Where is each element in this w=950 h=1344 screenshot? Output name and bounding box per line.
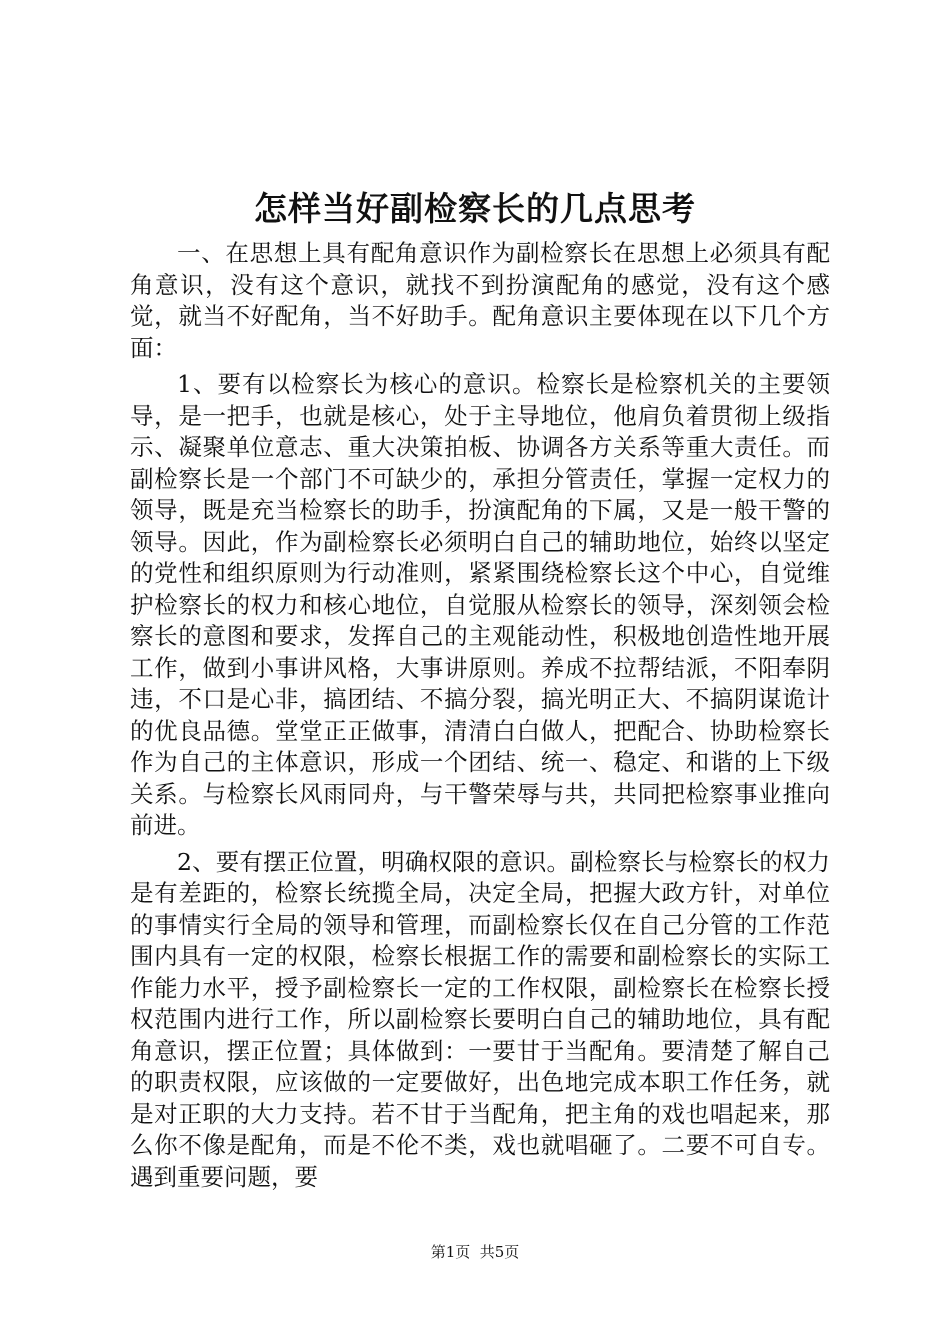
paragraph-intro: 一、在思想上具有配角意识作为副检察长在思想上必须具有配角意识，没有这个意识，就找不到扮演配角的感觉，没有这个感觉，就当不好配角，当不好助手。配角意识主要体现在以下几个方面： (130, 239, 830, 362)
paragraph-point-2: 2、要有摆正位置，明确权限的意识。副检察长与检察长的权力是有差距的，检察长统揽全局，决定全局，把握大政方针，对单位的事情实行全局的领导和管理，而副检察长仅在自己分管的工作范围内具有一定的权限，检察长根据工作的需要和副检察长的实际工作能力水平，授予副检察长一定的工作权限，副检察长在检察长授权范围内进行工作，所以副检察长要明白自己的辅助地位，具有配角意识，摆正位置；具体做到：一要甘于当配角。要清楚了解自己的职责权限，应该做的一定要做好，出色地完成本职工作任务，就是对正职的大力支持。若不甘于当配角，把主角的戏也唱起来，那么你不像是配角，而是不伦不类，戏也就唱砸了。二要不可自专。遇到重要问题，要 (130, 847, 830, 1191)
paragraph-point-1: 1、要有以检察长为核心的意识。检察长是检察机关的主要领导，是一把手，也就是核心，处于主导地位，他肩负着贯彻上级指示、凝聚单位意志、重大决策拍板、协调各方关系等重大责任。而副检察长是一个部门不可缺少的，承担分管责任，掌握一定权力的领导，既是充当检察长的助手，扮演配角的下属，又是一般干警的领导。因此，作为副检察长必须明白自己的辅助地位，始终以坚定的党性和组织原则为行动准则，紧紧围绕检察长这个中心，自觉维护检察长的权力和核心地位，自觉服从检察长的领导，深刻领会检察长的意图和要求，发挥自己的主观能动性，积极地创造性地开展工作，做到小事讲风格，大事讲原则。养成不拉帮结派，不阳奉阴违，不口是心非，搞团结、不搞分裂，搞光明正大、不搞阴谋诡计的优良品德。堂堂正正做事，清清白白做人，把配合、协助检察长作为自己的主体意识，形成一个团结、统一、稳定、和谐的上下级关系。与检察长风雨同舟，与干警荣辱与共，共同把检察事业推向前进。 (130, 370, 830, 839)
document-body (130, 238, 830, 1193)
page-number-footer: 第1页 共5页 (430, 1243, 520, 1261)
document-title: 怎样当好副检察长的几点思考 (254, 189, 696, 228)
